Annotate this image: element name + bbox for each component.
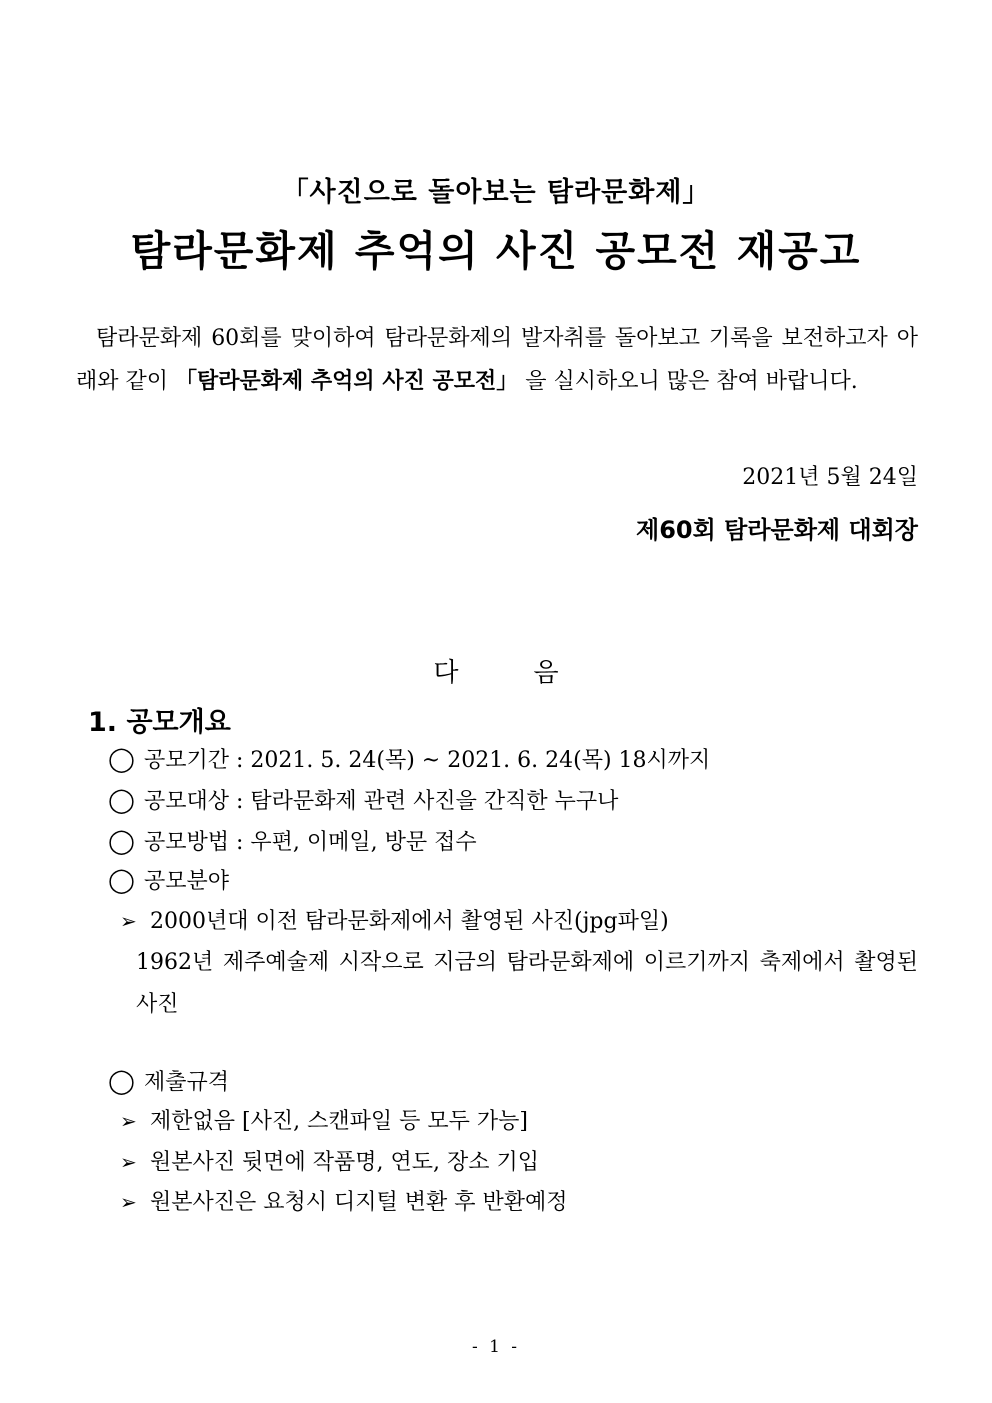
- document-subtitle: 「사진으로 돌아보는 탐라문화제」: [281, 177, 711, 208]
- intro-paragraph: [76, 318, 918, 403]
- spec-item-text: 제한없음 [사진, 스캔파일 등 모두 가능]: [150, 1109, 528, 1134]
- list-item-period: [108, 743, 710, 774]
- field-sub-text: 2000년대 이전 탐라문화제에서 촬영된 사진(jpg파일): [150, 909, 669, 934]
- announcement-date: 2021년 5월 24일: [742, 465, 918, 490]
- spec-text: 제출규격: [144, 1070, 230, 1095]
- spec-sub-item: [120, 1185, 568, 1216]
- list-item-target: [108, 784, 618, 815]
- spec-sub-item: [120, 1104, 528, 1135]
- circle-bullet-icon: ◯: [108, 827, 135, 855]
- arrow-bullet-icon: ➢: [120, 1109, 137, 1133]
- spec-item-text: 원본사진은 요청시 디지털 변환 후 반환예정: [150, 1190, 568, 1215]
- intro-text-before: 탐라문화제 60회를 맞이하여 탐라문화제의 발자취를 돌아보고 기록을 보전하고자 아래와 같이: [76, 326, 918, 394]
- circle-bullet-icon: ◯: [108, 866, 135, 894]
- circle-bullet-icon: ◯: [108, 1067, 135, 1095]
- document-title: 탐라문화제 추억의 사진 공모전 재공고: [130, 227, 862, 275]
- list-item-field: [108, 864, 229, 895]
- circle-bullet-icon: ◯: [108, 745, 135, 773]
- arrow-bullet-icon: ➢: [120, 909, 137, 933]
- section-1-heading: 1. 공모개요: [88, 707, 231, 738]
- page-number: - 1 -: [471, 1337, 521, 1357]
- section-divider-heading: 다음: [433, 658, 634, 688]
- method-text: 공모방법 : 우편, 이메일, 방문 접수: [144, 830, 477, 855]
- field-description: 1962년 제주예술제 시작으로 지금의 탐라문화제에 이르기까지 축제에서 촬영된 사진: [136, 950, 918, 1017]
- list-item-spec: [108, 1065, 229, 1096]
- spec-item-text: 원본사진 뒷면에 작품명, 연도, 장소 기입: [150, 1150, 539, 1175]
- arrow-bullet-icon: ➢: [120, 1190, 137, 1214]
- field-text: 공모분야: [144, 869, 230, 894]
- period-text: 공모기간 : 2021. 5. 24(목) ~ 2021. 6. 24(목) 18시까지: [144, 748, 711, 773]
- arrow-bullet-icon: ➢: [120, 1150, 137, 1174]
- signer: 제60회 탐라문화제 대회장: [636, 516, 918, 544]
- spec-sub-item: [120, 1145, 539, 1176]
- intro-text-after: 을 실시하오니 많은 참여 바랍니다.: [518, 369, 858, 394]
- intro-text-emphasis: 「탐라문화제 추억의 사진 공모전」: [175, 368, 519, 394]
- field-sub-item: [120, 904, 669, 935]
- circle-bullet-icon: ◯: [108, 786, 135, 814]
- list-item-method: [108, 825, 477, 856]
- target-text: 공모대상 : 탐라문화제 관련 사진을 간직한 누구나: [144, 789, 619, 814]
